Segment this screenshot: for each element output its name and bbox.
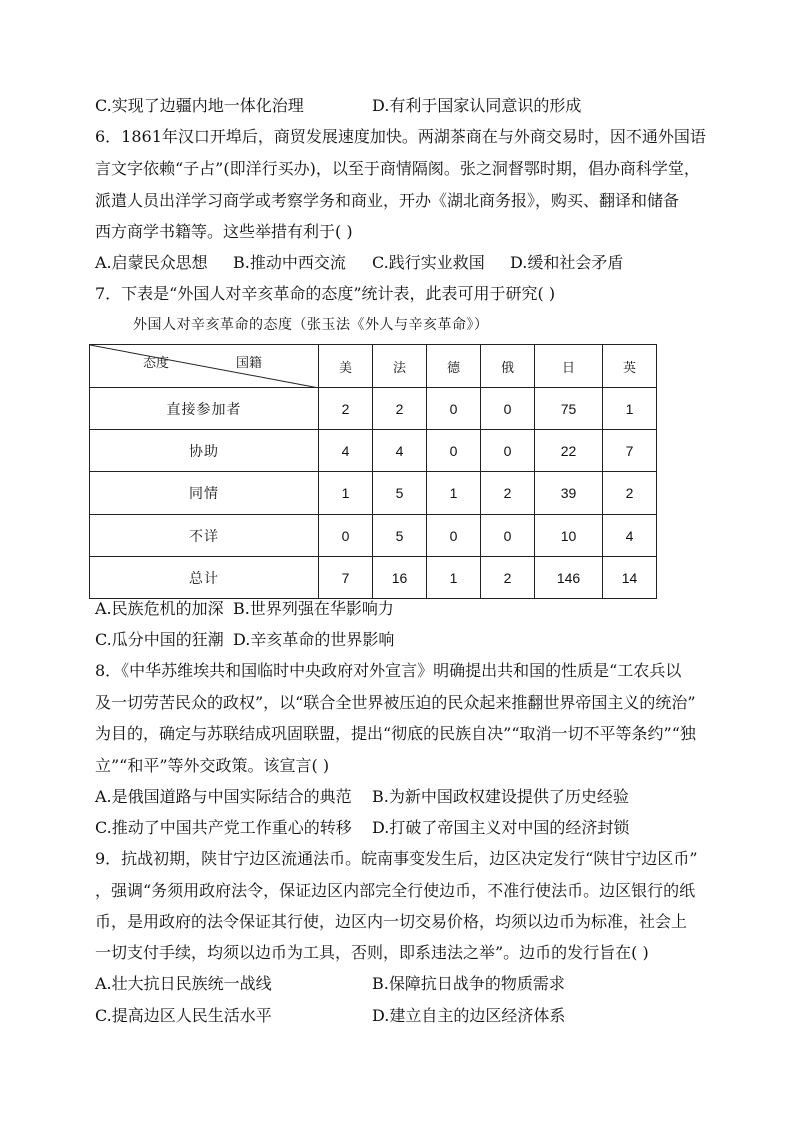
corner-label-attitude: 态度 bbox=[143, 356, 170, 371]
table-cell: 1 bbox=[427, 557, 481, 599]
q6-stem-line-1: 6．1861年汉口开埠后，商贸发展速度加快。两湖茶商在与外商交易时，因不通外国语 bbox=[95, 127, 706, 146]
table-row bbox=[90, 472, 657, 515]
q9-stem-line-1: 9．抗战初期，陕甘宁边区流通法币。皖南事变发生后，边区决定发行“陕甘宁边区币” bbox=[95, 849, 698, 868]
table-cell: 0 bbox=[481, 430, 535, 472]
q6-option-d: D.缓和社会矛盾 bbox=[510, 253, 624, 272]
table-cell: 5 bbox=[373, 472, 427, 515]
column-header: 日 bbox=[535, 345, 603, 388]
table-cell: 7 bbox=[603, 430, 657, 472]
q7-option-a: A.民族危机的加深 bbox=[95, 599, 224, 618]
q9-stem-line-4: 一切支付手续，均须以边币为工具，否则，即系违法之举”。边币的发行旨在( ) bbox=[95, 943, 649, 962]
q6-option-a: A.启蒙民众思想 bbox=[95, 253, 208, 272]
row-label: 协助 bbox=[90, 430, 319, 472]
q6-stem-line-3: 派遣人员出洋学习商学或考察学务和商业，开办《湖北商务报》，购买、翻译和储备 bbox=[95, 191, 680, 210]
table-cell: 1 bbox=[427, 472, 481, 515]
q8-option-b: B.为新中国政权建设提供了历史经验 bbox=[372, 787, 629, 806]
q9-option-d: D.建立自主的边区经济体系 bbox=[372, 1006, 566, 1025]
table-row bbox=[90, 515, 657, 557]
corner-label-nationality: 国籍 bbox=[236, 356, 263, 371]
q7-option-c: C.瓜分中国的狂潮 bbox=[95, 630, 224, 649]
q6-option-c: C.践行实业救国 bbox=[372, 253, 485, 272]
table-row bbox=[90, 557, 657, 599]
row-label: 同情 bbox=[90, 472, 319, 515]
table-cell: 2 bbox=[603, 472, 657, 515]
q6-stem-line-4: 西方商学书籍等。这些举措有利于( ) bbox=[95, 222, 353, 241]
table-header-row bbox=[90, 345, 657, 388]
corner-diagonal bbox=[90, 345, 319, 388]
table-cell: 2 bbox=[481, 557, 535, 599]
column-header: 美 bbox=[319, 345, 373, 388]
table-cell: 0 bbox=[427, 430, 481, 472]
row-label: 直接参加者 bbox=[90, 388, 319, 430]
column-header: 俄 bbox=[481, 345, 535, 388]
table-corner-cell bbox=[90, 345, 319, 388]
q9-stem-line-3: 币，是用政府的法令保证其行使，边区内一切交易价格，均须以边币为标准，社会上 bbox=[95, 912, 688, 931]
table-cell: 4 bbox=[319, 430, 373, 472]
table-cell: 0 bbox=[481, 388, 535, 430]
table-cell: 0 bbox=[427, 515, 481, 557]
table-cell: 2 bbox=[319, 388, 373, 430]
row-label: 不详 bbox=[90, 515, 319, 557]
q9-option-c: C.提高边区人民生活水平 bbox=[95, 1006, 272, 1025]
column-header: 英 bbox=[603, 345, 657, 388]
table-cell: 5 bbox=[373, 515, 427, 557]
table-cell: 22 bbox=[535, 430, 603, 472]
q8-stem-line-2: 及一切劳苦民众的政权”，以“联合全世界被压迫的民众起来推翻世界帝国主义的统治” bbox=[95, 693, 696, 712]
table-cell: 2 bbox=[373, 388, 427, 430]
q8-stem-line-3: 为目的，确定与苏联结成巩固联盟，提出“彻底的民族自决”“取消一切不平等条约”“独 bbox=[95, 724, 696, 743]
table-caption: 外国人对辛亥革命的态度（张玉法《外人与辛亥革命》） bbox=[133, 317, 489, 333]
q8-option-a: A.是俄国道路与中国实际结合的典范 bbox=[95, 787, 352, 806]
q8-stem-line-4: 立”“和平”等外交政策。该宣言( ) bbox=[95, 756, 330, 775]
q8-option-d: D.打破了帝国主义对中国的经济封锁 bbox=[372, 818, 630, 837]
table-cell: 146 bbox=[535, 557, 603, 599]
attitude-table bbox=[89, 344, 657, 599]
q8-option-c: C.推动了中国共产党工作重心的转移 bbox=[95, 818, 352, 837]
q9-stem-line-2: ，强调“务须用政府法令，保证边区内部完全行使边币，不准行使法币。边区银行的纸 bbox=[95, 881, 696, 900]
q7-stem: 7．下表是“外国人对辛亥革命的态度”统计表，此表可用于研究( ) bbox=[95, 284, 556, 303]
table-cell: 0 bbox=[319, 515, 373, 557]
table-cell: 4 bbox=[603, 515, 657, 557]
table-cell: 0 bbox=[427, 388, 481, 430]
table-cell: 16 bbox=[373, 557, 427, 599]
row-label: 总计 bbox=[90, 557, 319, 599]
q5-option-c: C.实现了边疆内地一体化治理 bbox=[95, 96, 304, 115]
q7-option-d: D.辛亥革命的世界影响 bbox=[233, 630, 395, 649]
table-cell: 2 bbox=[481, 472, 535, 515]
table-row bbox=[90, 388, 657, 430]
table-cell: 75 bbox=[535, 388, 603, 430]
table-row bbox=[90, 430, 657, 472]
table-cell: 1 bbox=[603, 388, 657, 430]
table-cell: 14 bbox=[603, 557, 657, 599]
table-cell: 10 bbox=[535, 515, 603, 557]
q6-option-b: B.推动中西交流 bbox=[233, 253, 346, 272]
q5-option-d: D.有利于国家认同意识的形成 bbox=[372, 96, 582, 115]
q7-option-b: B.世界列强在华影响力 bbox=[233, 599, 394, 618]
q6-stem-line-2: 言文字依赖“子占”(即洋行买办)，以至于商情隔阂。张之洞督鄂时期，倡办商科学堂， bbox=[95, 159, 700, 178]
column-header: 德 bbox=[427, 345, 481, 388]
column-header: 法 bbox=[373, 345, 427, 388]
table-cell: 7 bbox=[319, 557, 373, 599]
table-cell: 0 bbox=[481, 515, 535, 557]
q8-stem-line-1: 8．《中华苏维埃共和国临时中央政府对外宣言》明确提出共和国的性质是“工农兵以 bbox=[95, 661, 682, 680]
table-cell: 1 bbox=[319, 472, 373, 515]
q9-option-a: A.壮大抗日民族统一战线 bbox=[95, 974, 272, 993]
q9-option-b: B.保障抗日战争的物质需求 bbox=[372, 974, 565, 993]
table-cell: 4 bbox=[373, 430, 427, 472]
table-cell: 39 bbox=[535, 472, 603, 515]
